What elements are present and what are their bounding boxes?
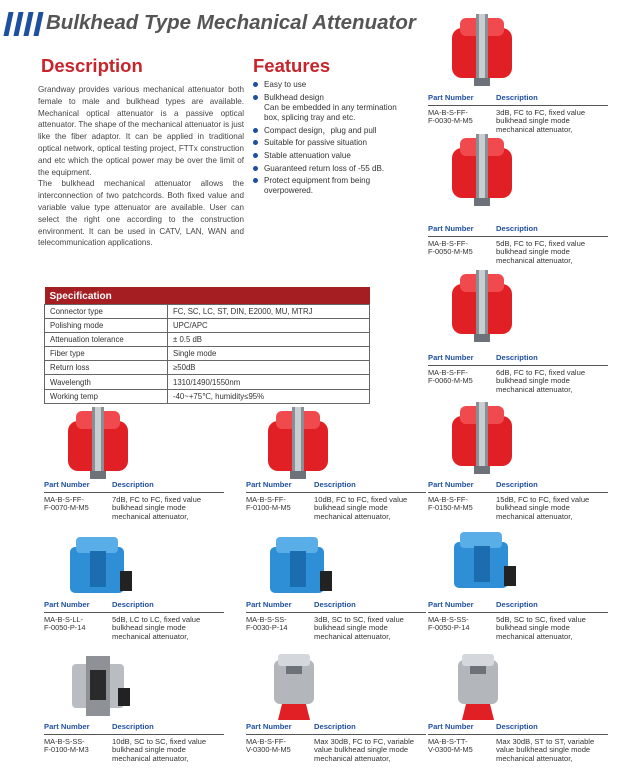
variable-st-attenuator-icon [446,648,518,724]
part-number-heading: Part Number [428,224,474,233]
product-description: 6dB, FC to FC, fixed value bulkhead single mode mechanical attenuator, [496,368,586,394]
feature-item: Suitable for passive situation [252,138,412,148]
card-divider [246,734,426,735]
product-description: 3dB, SC to SC, fixed value bulkhead single mode mechanical attenuator, [314,615,404,641]
description-paragraph-1: Grandway provides various mechanical attenuator both female to male and bulkhead types are available. Mechanical optical attenuator is a passive optical attenuator. The shape of the mechanical attenuator is just like the fiber adaptor. It can be applied in traditional optical network, optical testing project, FTTx construction and etc which the optical power may be over the limit of the equipment. [38,85,244,177]
bullet-icon [253,128,258,133]
red-fc-attenuator-icon [446,400,518,476]
part-number: MA-B-S-FF- F-0100-M-M5 [246,495,291,513]
spec-row: Polishing mode UPC/APC [45,319,370,333]
part-number: MA-B-S-FF- V-0300-M-M5 [246,737,291,755]
card-divider [428,734,608,735]
description-text [38,84,244,249]
page-title: Bulkhead Type Mechanical Attenuator [46,11,416,34]
card-divider [428,612,608,613]
part-number-heading: Part Number [44,722,90,731]
part-number: MA-B-S-SS- F-0050-P-14 [428,615,470,633]
part-number: MA-B-S-SS- F-0100-M-M3 [44,737,89,755]
card-divider [44,612,224,613]
description-column-heading: Description [496,722,538,731]
card-divider [428,105,608,106]
part-number-heading: Part Number [44,600,90,609]
card-divider [428,492,608,493]
red-fc-attenuator-icon [446,132,518,208]
feature-item: Easy to use [252,80,412,90]
part-number-heading: Part Number [428,480,474,489]
feature-item: Stable attenuation value [252,151,412,161]
variable-fc-attenuator-icon [262,648,334,724]
part-number-heading: Part Number [428,722,474,731]
red-fc-attenuator-icon [446,268,518,344]
part-number: MA-B-S-FF- F-0050-M-M5 [428,239,473,257]
product-description: 15dB, FC to FC, fixed value bulkhead single mode mechanical attenuator, [496,495,590,521]
product-description: 10dB, SC to SC, fixed value bulkhead single mode mechanical attenuator, [112,737,207,763]
product-description: 7dB, FC to FC, fixed value bulkhead single mode mechanical attenuator, [112,495,202,521]
card-divider [246,612,426,613]
product-description: 5dB, SC to SC, fixed value bulkhead single mode mechanical attenuator, [496,615,586,641]
part-number-heading: Part Number [246,480,292,489]
part-number-heading: Part Number [428,600,474,609]
part-number: MA-B-S-FF- F-0150-M-M5 [428,495,473,513]
product-description: 5dB, FC to FC, fixed value bulkhead single mode mechanical attenuator, [496,239,586,265]
title-bars-icon [4,12,44,38]
part-number-heading: Part Number [44,480,90,489]
specification-title: Specification [45,287,370,305]
card-divider [428,365,608,366]
description-column-heading: Description [112,600,154,609]
part-number: MA-B-S-FF- F-0030-M-M5 [428,108,473,126]
feature-item: Bulkhead design Can be embedded in any termination box, splicing tray and etc. [252,93,412,124]
bullet-icon [253,140,258,145]
spec-row: Return loss ≥50dB [45,361,370,375]
spec-row: Attenuation tolerance ± 0.5 dB [45,333,370,347]
part-number: MA-B-S-TT- V-0300-M-M5 [428,737,473,755]
blue-sc-attenuator-icon [262,527,334,603]
bullet-icon [253,82,258,87]
description-column-heading: Description [314,480,356,489]
part-number-heading: Part Number [246,722,292,731]
blue-lc-attenuator-icon [62,527,134,603]
spec-row: Fiber type Single mode [45,347,370,361]
description-column-heading: Description [112,480,154,489]
specification-table [44,287,370,404]
red-fc-attenuator-icon [262,405,334,481]
product-description: 5dB, LC to LC, fixed value bulkhead single mode mechanical attenuator, [112,615,201,641]
description-column-heading: Description [496,600,538,609]
description-column-heading: Description [496,353,538,362]
blue-sc-attenuator-icon [446,522,518,598]
feature-item: Compact design，plug and pull [252,126,412,136]
part-number-heading: Part Number [428,93,474,102]
metal-sc-attenuator-icon [62,648,134,724]
features-heading: Features [253,55,331,76]
description-paragraph-2: The bulkhead mechanical attenuator allows the interconnection of two patchcords. Both fixed value and variable value type attenuator are available. User can select the right one according to the construction environment. It can be used in CATV, LAN, WAN and telecommunication applications. [38,179,244,248]
spec-row: Connector type FC, SC, LC, ST, DIN, E2000, MU, MTRJ [45,305,370,319]
description-column-heading: Description [314,600,356,609]
part-number-heading: Part Number [428,353,474,362]
part-number: MA-B-S-FF- F-0070-M-M5 [44,495,89,513]
card-divider [246,492,426,493]
product-description: Max 30dB, FC to FC, variable value bulkhead single mode mechanical attenuator, [314,737,415,763]
product-description: 3dB, FC to FC, fixed value bulkhead single mode mechanical attenuator, [496,108,586,134]
card-divider [428,236,608,237]
part-number-heading: Part Number [246,600,292,609]
part-number: MA-B-S-LL- F-0050-P-14 [44,615,86,633]
part-number: MA-B-S-FF- F-0060-M-M5 [428,368,473,386]
bullet-icon [253,166,258,171]
bullet-icon [253,178,258,183]
bullet-icon [253,95,258,100]
description-column-heading: Description [496,93,538,102]
spec-row: Working temp -40~+75℃, humidity≤95% [45,389,370,403]
product-description: Max 30dB, ST to ST, variable value bulkhead single mode mechanical attenuator, [496,737,595,763]
description-column-heading: Description [112,722,154,731]
feature-item: Protect equipment from being overpowered. [252,176,412,197]
spec-row: Wavelength 1310/1490/1550nm [45,375,370,389]
description-column-heading: Description [496,480,538,489]
description-column-heading: Description [314,722,356,731]
feature-item: Guaranteed return loss of -55 dB. [252,164,412,174]
description-heading: Description [41,55,143,76]
features-list [252,80,412,199]
red-fc-attenuator-icon [446,12,518,88]
part-number: MA-B-S-SS- F-0030-P-14 [246,615,288,633]
description-column-heading: Description [496,224,538,233]
bullet-icon [253,153,258,158]
card-divider [44,492,224,493]
red-fc-attenuator-icon [62,405,134,481]
card-divider [44,734,224,735]
product-description: 10dB, FC to FC, fixed value bulkhead single mode mechanical attenuator, [314,495,408,521]
